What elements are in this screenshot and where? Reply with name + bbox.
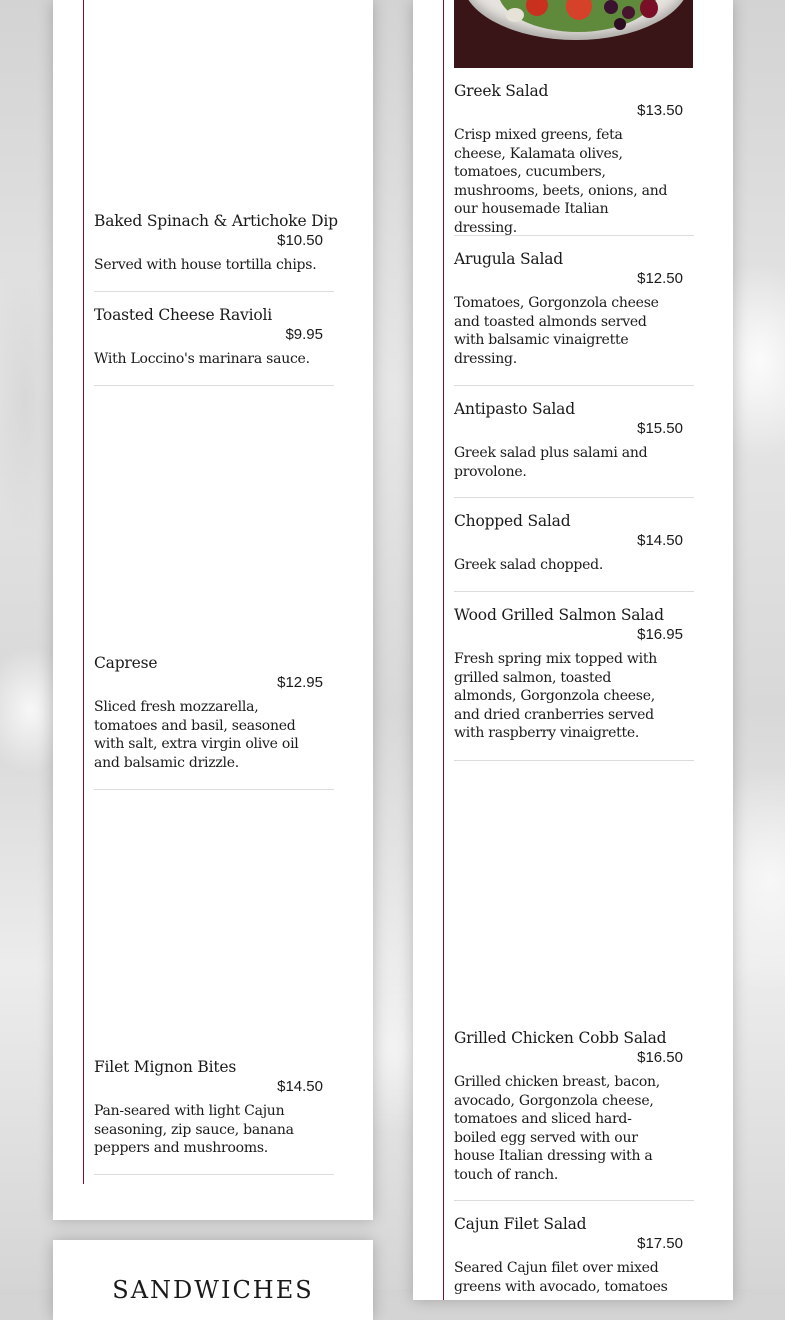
- item-price: $13.50: [637, 102, 683, 119]
- item-name: Antipasto Salad: [454, 400, 575, 418]
- item-description: Served with house tortilla chips.: [94, 257, 317, 273]
- item-description: Sliced fresh mozzarella, tomatoes and basil, seasoned with salt, extra virgin olive oil and balsamic drizzle.: [94, 699, 299, 771]
- item-description: Grilled chicken breast, bacon, avocado, Gorgonzola cheese, tomatoes and sliced hard-boiled egg served with our house Italian dressing with a touch of ranch.: [454, 1074, 660, 1183]
- accent-line: [443, 0, 444, 1300]
- item-price: $17.50: [637, 1235, 683, 1252]
- item-description: With Loccino's marinara sauce.: [94, 351, 310, 367]
- item-price: $16.50: [637, 1049, 683, 1066]
- item-name: Toasted Cheese Ravioli: [94, 306, 272, 324]
- appetizers-menu-panel: [53, 0, 373, 1220]
- divider: [454, 591, 694, 592]
- item-name: Arugula Salad: [454, 250, 563, 268]
- item-price: $12.95: [277, 674, 323, 691]
- item-name: Greek Salad: [454, 82, 549, 100]
- sandwiches-menu-panel: [53, 1240, 373, 1320]
- greek-salad-photo: [454, 0, 693, 68]
- item-name: Caprese: [94, 654, 158, 672]
- item-price: $9.95: [285, 326, 323, 343]
- item-name: Grilled Chicken Cobb Salad: [454, 1029, 667, 1047]
- item-description: Fresh spring mix topped with grilled salmon, toasted almonds, Gorgonzola cheese, and dried cranberries served with raspberry vinaigrette.: [454, 651, 657, 741]
- item-name: Filet Mignon Bites: [94, 1058, 237, 1076]
- divider: [454, 1200, 694, 1201]
- item-description: Greek salad chopped.: [454, 557, 604, 573]
- accent-line: [83, 0, 84, 1184]
- item-description: Seared Cajun filet over mixed greens with avocado, tomatoes: [454, 1260, 668, 1295]
- divider: [94, 1174, 334, 1175]
- item-price: $14.50: [637, 532, 683, 549]
- divider: [454, 235, 694, 236]
- item-description: Pan-seared with light Cajun seasoning, zip sauce, banana peppers and mushrooms.: [94, 1103, 294, 1156]
- item-price: $12.50: [637, 270, 683, 287]
- item-description: Crisp mixed greens, feta cheese, Kalamata olives, tomatoes, cucumbers, mushrooms, beets, onions, and our housemade Italian dressing.: [454, 127, 668, 236]
- salads-menu-panel: [413, 0, 733, 1300]
- item-description: Greek salad plus salami and provolone.: [454, 445, 648, 480]
- divider: [94, 291, 334, 292]
- item-price: $16.95: [637, 626, 683, 643]
- item-name: Chopped Salad: [454, 512, 571, 530]
- item-name: Cajun Filet Salad: [454, 1215, 587, 1233]
- item-name: Baked Spinach & Artichoke Dip: [94, 212, 338, 230]
- item-price: $14.50: [277, 1078, 323, 1095]
- section-heading: SANDWICHES: [112, 1276, 314, 1304]
- divider: [454, 385, 694, 386]
- item-name: Wood Grilled Salmon Salad: [454, 606, 664, 624]
- item-price: $15.50: [637, 420, 683, 437]
- divider: [94, 789, 334, 790]
- item-description: Tomatoes, Gorgonzola cheese and toasted almonds served with balsamic vinaigrette dressing.: [454, 295, 659, 367]
- item-price: $10.50: [277, 232, 323, 249]
- divider: [454, 760, 694, 761]
- divider: [94, 385, 334, 386]
- divider: [454, 497, 694, 498]
